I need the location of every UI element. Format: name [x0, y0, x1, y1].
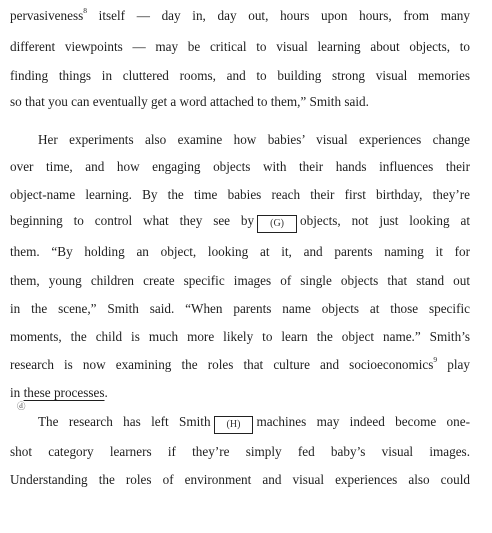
p3-line-1: [38, 415, 470, 433]
p2-line-9-text-a: research is now examining the roles that culture and socioeconomics: [10, 357, 434, 372]
p3-line-1-text-b: machines may indeed become one-: [256, 414, 470, 429]
p1-line-1: [10, 6, 470, 23]
p2-line-10-text-b: .: [104, 385, 108, 400]
p2-line-2: over time, and how engaging objects with their hands influences their: [10, 159, 470, 174]
p2-line-6: them, young children create specific images of single objects that stand out: [10, 273, 470, 288]
p3-line-3: Understanding the roles of environment and visual experiences also could: [10, 472, 470, 487]
p1-line-3: finding things in cluttered rooms, and to building strong visual memories: [10, 68, 470, 83]
underlined-phrase: these processes: [23, 385, 105, 400]
p2-line-10: [10, 386, 108, 399]
blank-g-box: (G): [257, 215, 297, 233]
p2-line-8-text: moments, the child is much more likely to learn the object name.” Smith’s: [10, 329, 470, 344]
p2-line-4-text-b: objects, not just looking at: [300, 213, 470, 228]
p2-line-3: object-name learning. By the time babies reach their first birthday, they’re: [10, 187, 470, 202]
p2-line-9-text-b: play: [437, 357, 470, 372]
p1-line-4: so that you can eventually get a word attached to them,” Smith said.: [10, 94, 369, 109]
footnote-ref-8: 8: [83, 6, 87, 15]
footnote-ref-9: 9: [433, 355, 438, 364]
blank-h-box: (H): [214, 416, 254, 434]
p1-line-1-text-a: pervasiveness: [10, 8, 84, 23]
p1-line-1-text-b: itself — day in, day out, hours upon hours, from many: [87, 8, 470, 23]
p3-line-2: shot category learners if they’re simply fed baby’s visual images.: [10, 444, 470, 459]
p3-line-1-text-a: The research has left Smith: [38, 414, 211, 429]
question-marker-circle-d: ⓓ: [17, 401, 26, 411]
p2-line-4: [10, 214, 470, 232]
p2-line-7: in the scene,” Smith said. “When parents name objects at those specific: [10, 301, 470, 316]
p2-line-9: [10, 355, 470, 372]
p1-line-2: different viewpoints — may be critical to visual learning about objects, to: [10, 39, 470, 54]
p2-line-8: [10, 330, 470, 343]
p2-line-5: them. “By holding an object, looking at it, and parents naming it for: [10, 244, 470, 259]
p2-line-10-text-a: in: [10, 385, 24, 400]
p2-line-4-text-a: beginning to control what they see by: [10, 213, 255, 228]
p2-line-1: Her experiments also examine how babies’ visual experiences change: [38, 132, 470, 147]
